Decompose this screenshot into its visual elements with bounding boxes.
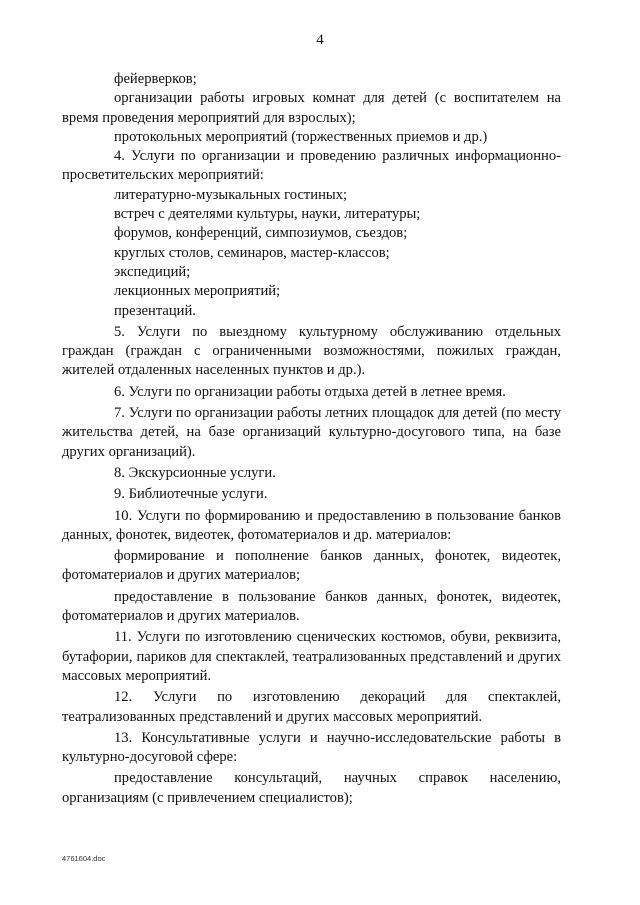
document-filename-footer: 4761604.doc <box>62 854 106 863</box>
paragraph: 6. Услуги по организации работы отдыха детей в летнее время. <box>114 383 506 400</box>
paragraph: 10. Услуги по формированию и предоставлению в пользование банков данных, фонотек, видеотек, фотоматериалов и др. материалов: <box>62 507 561 543</box>
paragraph: фейерверков; <box>114 71 197 87</box>
paragraph: формирование и пополнение банков данных, фонотек, видеотек, фотоматериалов и других материалов; <box>62 548 561 584</box>
paragraph: протокольных мероприятий (торжественных приемов и др.) <box>114 128 488 145</box>
paragraph: предоставление в пользование банков данных, фонотек, видеотек, фотоматериалов и других материалов. <box>62 588 561 625</box>
paragraph: форумов, конференций, симпозиумов, съездов; <box>114 225 408 242</box>
paragraph: 12. Услуги по изготовлению декораций для спектаклей, театрализованных представлений и других массовых мероприятий. <box>62 689 561 725</box>
paragraph: круглых столов, семинаров, мастер-классов; <box>114 244 390 261</box>
paragraph: встреч с деятелями культуры, науки, литературы; <box>114 206 421 223</box>
paragraph: презентаций. <box>114 302 196 319</box>
paragraph: предоставление консультаций, научных справок населению, организациям (с привлечением специалистов); <box>62 770 561 806</box>
paragraph: 4. Услуги по организации и проведению различных информационно-просветительских мероприятий: <box>62 148 561 184</box>
paragraph: 9. Библиотечные услуги. <box>114 486 268 503</box>
paragraph: экспедиций; <box>114 263 191 280</box>
page-number: 4 <box>316 32 324 48</box>
paragraph: 11. Услуги по изготовлению сценических костюмов, обуви, реквизита, бутафории, париков для спектаклей, театрализованных представлений и других массовых мероприятий. <box>62 629 561 684</box>
document-body <box>62 70 561 808</box>
paragraph: 8. Экскурсионные услуги. <box>114 464 276 481</box>
paragraph: организации работы игровых комнат для детей (с воспитателем на время проведения мероприятий для взрослых); <box>62 90 561 126</box>
paragraph: 13. Консультативные услуги и научно-исследовательские работы в культурно-досуговой сфере: <box>62 729 561 766</box>
paragraph: 7. Услуги по организации работы летних площадок для детей (по месту жительства детей, на базе организаций культурно-досугового типа, на базе других организаций). <box>62 405 561 460</box>
paragraph: 5. Услуги по выездному культурному обслуживанию отдельных граждан (граждан с ограниченными возможностями, пожилых граждан, жителей отдаленных населенных пунктов и др.). <box>62 323 561 379</box>
paragraph: литературно-музыкальных гостиных; <box>114 186 348 203</box>
paragraph: лекционных мероприятий; <box>114 283 281 300</box>
